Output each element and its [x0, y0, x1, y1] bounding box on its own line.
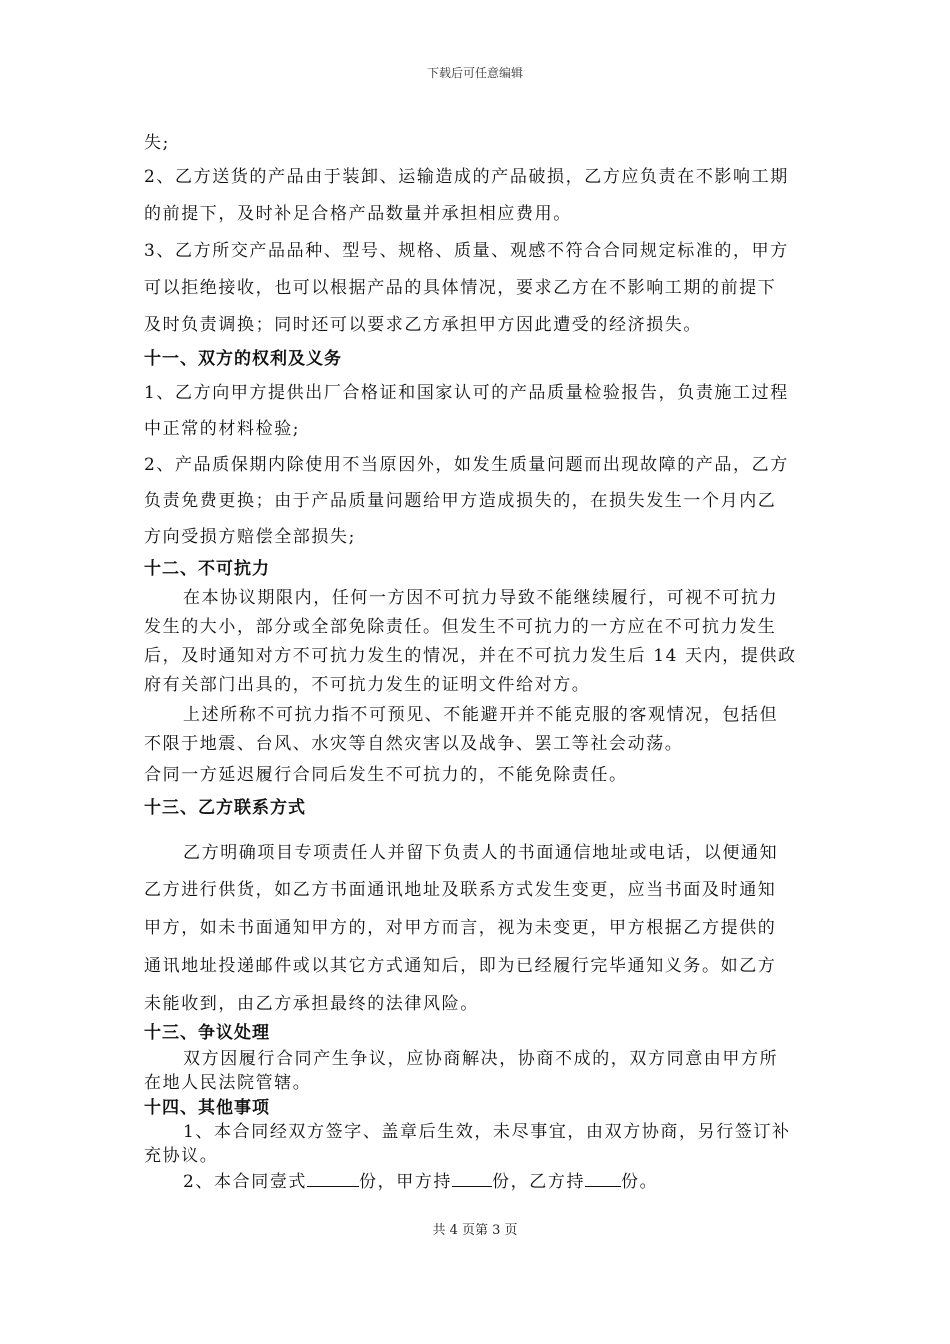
blank-underline: [585, 1170, 621, 1187]
text-line: 方向受损方赔偿全部损失;: [144, 527, 356, 547]
section-heading: 十三、争议处理: [144, 1023, 270, 1043]
text-line: 1、乙方向甲方提供出厂合格证和国家认可的产品质量检验报告，负责施工过程: [144, 383, 789, 403]
text-line: 双方因履行合同产生争议，应协商解决，协商不成的，双方同意由甲方所: [183, 1049, 779, 1069]
text-line: 在本协议期限内，任何一方因不可抗力导致不能继续履行，可视不可抗力: [183, 588, 779, 608]
text-fragment: 份，乙方持: [492, 1172, 586, 1192]
text-line: 负责免费更换；由于产品质量问题给甲方造成损失的，在损失发生一个月内乙: [144, 491, 777, 511]
blank-underline: [307, 1170, 359, 1187]
text-fragment: 份，甲方持: [359, 1172, 453, 1192]
page-header: 下载后可任意编辑: [426, 66, 523, 80]
text-line-blanks: [183, 1167, 658, 1192]
text-line: 3、乙方所交产品品种、型号、规格、质量、观感不符合合同规定标准的，甲方: [144, 241, 789, 261]
text-line: 2、乙方送货的产品由于装卸、运输造成的产品破损，乙方应负责在不影响工期: [144, 167, 789, 187]
page-footer: 共 4 页第 3 页: [432, 1223, 518, 1238]
text-fragment: 份。: [621, 1172, 659, 1192]
text-line: 可以拒绝接收，也可以根据产品的具体情况，要求乙方在不影响工期的前提下: [144, 278, 777, 298]
text-line: 中正常的材料检验;: [144, 419, 301, 439]
text-line: 通讯地址投递邮件或以其它方式通知后，即为已经履行完毕通知义务。如乙方: [144, 956, 777, 976]
text-line: 及时负责调换；同时还可以要求乙方承担甲方因此遭受的经济损失。: [144, 315, 702, 335]
text-line: 发生的大小，部分或全部免除责任。但发生不可抗力的一方应在不可抗力发生: [144, 617, 777, 637]
text-line: 的前提下，及时补足合格产品数量并承担相应费用。: [144, 204, 572, 224]
text-line: 上述所称不可抗力指不可预见、不能避开并不能克服的客观情况，包括但: [183, 705, 779, 725]
blank-underline: [452, 1170, 492, 1187]
text-line: 2、产品质保期内除使用不当原因外，如发生质量问题而出现故障的产品，乙方: [144, 455, 789, 475]
text-line: 合同一方延迟履行合同后发生不可抗力的，不能免除责任。: [144, 765, 628, 785]
text-line: 充协议。: [144, 1146, 219, 1166]
text-line: 在地人民法院管辖。: [144, 1073, 312, 1093]
text-line: 未能收到，由乙方承担最终的法律风险。: [144, 994, 479, 1014]
text-line: 府有关部门出具的，不可抗力发生的证明文件给对方。: [144, 675, 591, 695]
text-line: 失;: [144, 133, 170, 153]
section-heading: 十二、不可抗力: [144, 559, 270, 579]
text-line: 甲方，如未书面通知甲方的，对甲方而言，视为未变更，甲方根据乙方提供的: [144, 918, 777, 938]
section-heading: 十三、乙方联系方式: [144, 798, 306, 818]
section-heading: 十四、其他事项: [144, 1098, 270, 1118]
text-line: 不限于地震、台风、水灾等自然灾害以及战争、罢工等社会动荡。: [144, 734, 684, 754]
text-line: 乙方明确项目专项责任人并留下负责人的书面通信地址或电话，以便通知: [183, 843, 779, 863]
text-fragment: 2、本合同壹式: [183, 1172, 308, 1192]
text-line: 1、本合同经双方签字、盖章后生效，未尽事宜，由双方协商，另行签订补: [183, 1122, 791, 1142]
text-line: 后，及时通知对方不可抗力发生的情况，并在不可抗力发生后 14 天内，提供政: [144, 646, 797, 666]
text-line: 乙方进行供货，如乙方书面通讯地址及联系方式发生变更，应当书面及时通知: [144, 880, 777, 900]
section-heading: 十一、双方的权利及义务: [144, 349, 342, 369]
